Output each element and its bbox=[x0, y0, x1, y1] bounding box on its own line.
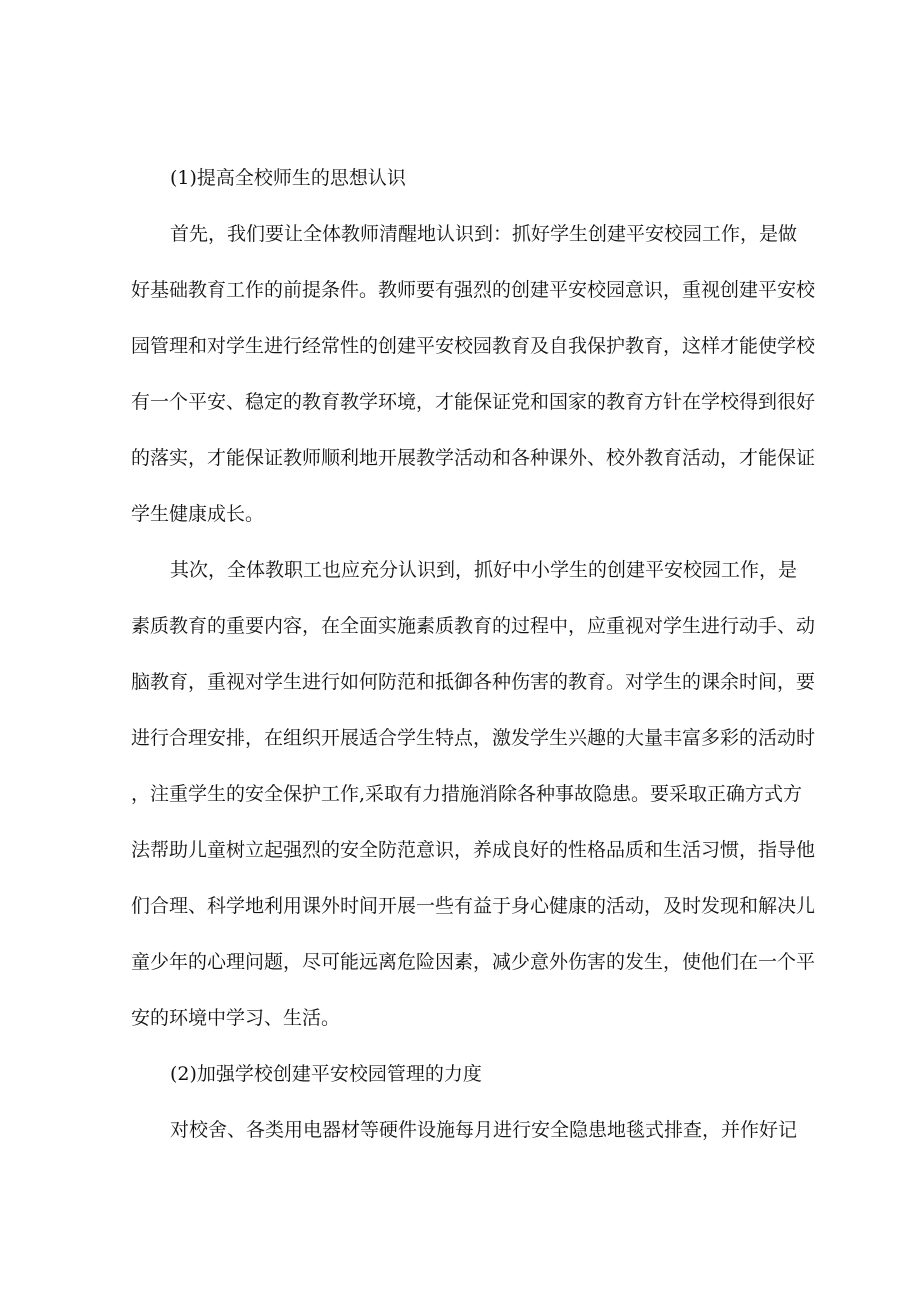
paragraph-line: 对校舍、各类用电器材等硬件设施每月进行安全隐患地毯式排查，并作好记 bbox=[170, 1119, 798, 1141]
paragraph-line: 素质教育的重要内容，在全面实施素质教育的过程中，应重视对学生进行动手、动 bbox=[131, 615, 816, 637]
section-heading-2: (2)加强学校创建平安校园管理的力度 bbox=[170, 1063, 482, 1085]
paragraph-line: 学生健康成长。 bbox=[131, 503, 265, 525]
paragraph-line: 脑教育，重视对学生进行如何防范和抵御各种伤害的教育。对学生的课余时间，要 bbox=[131, 671, 816, 693]
paragraph-1 bbox=[131, 206, 816, 542]
paragraph-line: 首先，我们要让全体教师清醒地认识到：抓好学生创建平安校园工作，是做 bbox=[170, 223, 798, 245]
paragraph-line: ，注重学生的安全保护工作,采取有力措施消除各种事故隐患。要采取正确方式方 bbox=[131, 783, 803, 805]
paragraph-2 bbox=[131, 542, 816, 1046]
section-heading-1: (1)提高全校师生的思想认识 bbox=[170, 167, 406, 189]
paragraph-line: 有一个平安、稳定的教育教学环境，才能保证党和国家的教育方针在学校得到很好 bbox=[131, 391, 816, 413]
paragraph-line: 法帮助儿童树立起强烈的安全防范意识，养成良好的性格品质和生活习惯，指导他 bbox=[131, 839, 816, 861]
document-page bbox=[131, 150, 816, 1158]
paragraph-line: 进行合理安排，在组织开展适合学生特点，激发学生兴趣的大量丰富多彩的活动时 bbox=[131, 727, 816, 749]
paragraph-line: 其次，全体教职工也应充分认识到，抓好中小学生的创建平安校园工作，是 bbox=[170, 559, 798, 581]
paragraph-line: 们合理、科学地利用课外时间开展一些有益于身心健康的活动，及时发现和解决儿 bbox=[131, 895, 816, 917]
paragraph-line: 的落实，才能保证教师顺利地开展教学活动和各种课外、校外教育活动，才能保证 bbox=[131, 447, 816, 469]
paragraph-line: 好基础教育工作的前提条件。教师要有强烈的创建平安校园意识，重视创建平安校 bbox=[131, 279, 816, 301]
paragraph-line: 园管理和对学生进行经常性的创建平安校园教育及自我保护教育，这样才能使学校 bbox=[131, 335, 816, 357]
paragraph-3 bbox=[131, 1102, 798, 1158]
paragraph-line: 童少年的心理问题，尽可能远离危险因素，减少意外伤害的发生，使他们在一个平 bbox=[131, 951, 816, 973]
paragraph-line: 安的环境中学习、生活。 bbox=[131, 1007, 341, 1029]
